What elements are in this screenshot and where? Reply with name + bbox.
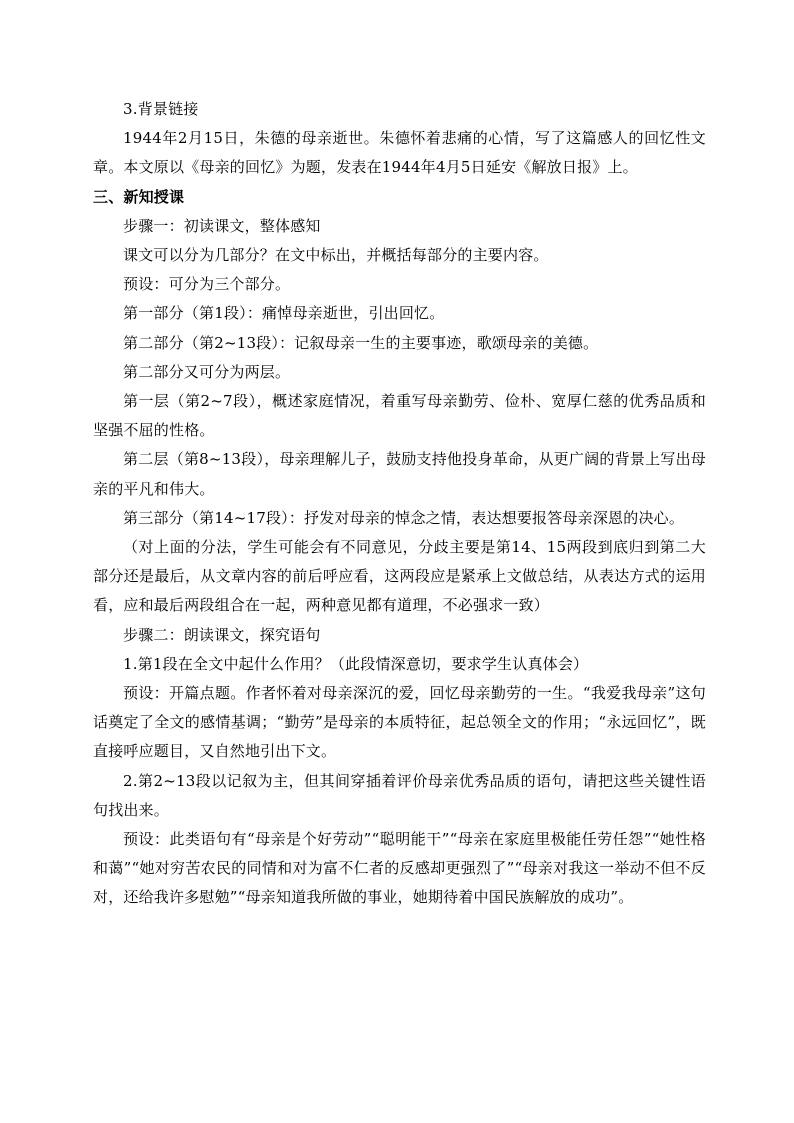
paragraph-part-three: 第三部分（第14~17段）：抒发对母亲的悼念之情，表达想要报答母亲深恩的决心。	[123, 508, 685, 527]
paragraph-step-one: 步骤一：初读课文，整体感知	[123, 216, 321, 235]
paragraph-background-heading: 3.背景链接	[123, 100, 199, 118]
paragraph-layer-two: 第二层（第8~13段），母亲理解儿子，鼓励支持他投身革命，从更广阔的背景上写出母亲的平凡和伟大。	[93, 450, 706, 498]
paragraph-part-two: 第二部分（第2~13段）：记叙母亲一生的主要事迹，歌颂母亲的美德。	[123, 333, 599, 352]
paragraph-step-two: 步骤二：朗读课文，探究语句	[123, 625, 321, 644]
paragraph-question-one: 1.第1段在全文中起什么作用？（此段情深意切，要求学生认真体会）	[123, 654, 589, 673]
paragraph-part-two-layers: 第二部分又可分为两层。	[123, 362, 291, 381]
paragraph-layer-one: 第一层（第2~7段），概述家庭情况，着重写母亲勤劳、俭朴、宽厚仁慈的优秀品质和坚强不屈的性格。	[93, 392, 706, 440]
paragraph-preset-answer-two: 预设：此类语句有“母亲是个好劳动”“聪明能干”“母亲在家庭里极能任劳任怨”“她性格和蔼”“她对穷苦农民的同情和对为富不仁者的反感却更强烈了”“母亲对我这一举动不但不反对，还给我许多慰勉”“母亲知道我所做的事业，她期待着中国民族解放的成功”。	[93, 830, 706, 907]
paragraph-preset-three-parts: 预设：可分为三个部分。	[123, 275, 291, 294]
section-heading-new-lesson: 三、新知授课	[93, 187, 185, 206]
paragraph-question-parts: 课文可以分为几部分？在文中标出，并概括每部分的主要内容。	[123, 246, 549, 265]
paragraph-question-two: 2.第2~13段以记叙为主，但其间穿插着评价母亲优秀品质的语句，请把这些关键性语句找出来。	[93, 771, 706, 819]
paragraph-part-one: 第一部分（第1段）：痛悼母亲逝世，引出回忆。	[123, 304, 445, 323]
paragraph-note-division: （对上面的分法，学生可能会有不同意见，分歧主要是第14、15两段到底归到第二大部分还是最后，从文章内容的前后呼应看，这两段应是紧承上文做总结，从表达方式的运用看，应和最后两段组合在一起，两种意见都有道理，不必强求一致）	[93, 538, 706, 615]
paragraph-preset-answer-one: 预设：开篇点题。作者怀着对母亲深沉的爱，回忆母亲勤劳的一生。“我爱我母亲”这句话奠定了全文的感情基调；“勤劳”是母亲的本质特征，起总领全文的作用；“永远回忆”，既直接呼应题目，又自然地引出下文。	[93, 684, 706, 761]
paragraph-background-text: 1944年2月15日，朱德的母亲逝世。朱德怀着悲痛的心情，写了这篇感人的回忆性文章。本文原以《母亲的回忆》为题，发表在1944年4月5日延安《解放日报》上。	[93, 129, 706, 177]
document-page	[93, 95, 706, 913]
